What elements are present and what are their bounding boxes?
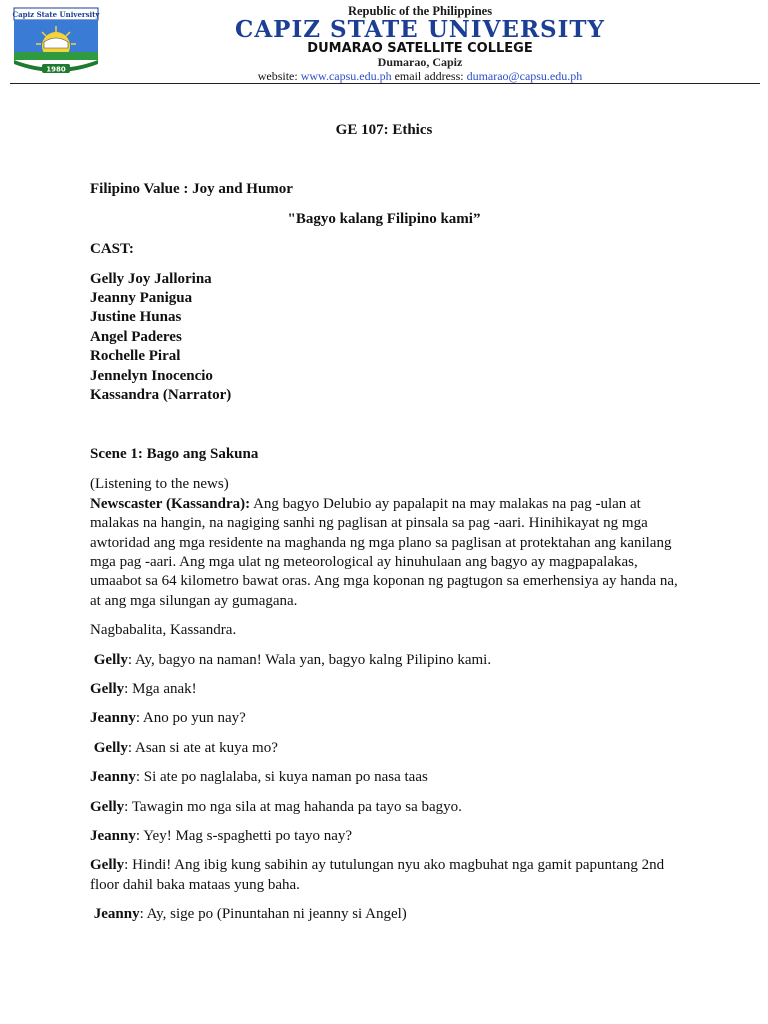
dialogue-line <box>90 739 678 758</box>
dialogue-text: Ang bagyo Delubio ay papalapit na may malakas na pag -ulan at malakas na hangin, na nagiging sanhi ng paglisan at pinsala sa pag -aari. Hinihikayat ng mga awtoridad ang mga residente na maghanda ng mga plano sa paglisan at protektahan ang kanilang mga pag -aari. Ang mga ulat ng meteorological ay hinuhulaan ang bagyo ay magpapalakas, umaabot sa 64 kilometro bawat oras. Ang mga koponan ng pagtugon sa emerhensiya ay handa na, at ang mga silungan ay gumagana. <box>90 495 678 609</box>
cast-member: Kassandra (Narrator) <box>90 387 232 404</box>
cast-member: Rochelle Piral <box>90 348 181 365</box>
university-seal-logo <box>10 6 102 78</box>
website-label: website: <box>257 69 298 83</box>
dialogue-text: : Mga anak! <box>124 681 197 698</box>
dialogue-line <box>90 856 678 895</box>
dialogue-text: : Tawagin mo nga sila at mag hahanda pa tayo sa bagyo. <box>124 798 462 815</box>
logo-year: 1980 <box>46 65 66 74</box>
university-name: CAPIZ STATE UNIVERSITY <box>235 16 605 43</box>
cast-label: CAST: <box>90 241 134 258</box>
contact-line <box>190 69 650 83</box>
cast-member: Justine Hunas <box>90 309 182 326</box>
speaker-name: Gelly <box>90 651 128 668</box>
speaker-name: Gelly <box>90 739 128 756</box>
dialogue-line <box>90 680 678 699</box>
cast-member: Angel Paderes <box>90 328 182 345</box>
dialogue-text: : Hindi! Ang ibig kung sabihin ay tutulungan nyu ako magbuhat nga gamit papuntang 2nd floor dahil baka mataas yung baha. <box>90 857 665 893</box>
speaker-name: Newscaster (Kassandra): <box>90 495 251 512</box>
speaker-name: Gelly <box>90 681 125 698</box>
header-divider <box>10 83 760 84</box>
letterhead-text <box>190 4 650 83</box>
cast-member: Jennelyn Inocencio <box>90 367 213 384</box>
letterhead <box>0 0 768 90</box>
speaker-name: Jeanny <box>90 828 136 845</box>
logo-caption: Capiz State University <box>12 10 100 19</box>
value-heading: Filipino Value : Joy and Humor <box>90 181 293 198</box>
dialogue-line <box>90 827 678 846</box>
dialogue-line <box>90 768 678 787</box>
stage-direction: (Listening to the news) <box>90 476 229 493</box>
course-title: GE 107: Ethics <box>335 122 433 138</box>
dialogue-text: : Ay, sige po (Pinuntahan ni jeanny si Angel) <box>139 906 407 923</box>
cast-list <box>90 270 678 406</box>
college-name: DUMARAO SATELLITE COLLEGE <box>307 41 533 56</box>
play-title: "Bagyo kalang Filipino kami” <box>287 211 481 228</box>
republic-line: Republic of the Philippines <box>347 4 493 18</box>
speaker-name: Jeanny <box>90 769 136 786</box>
dialogue-line <box>90 798 678 817</box>
cast-member: Gelly Joy Jallorina <box>90 270 212 287</box>
dialogue-text: : Yey! Mag s-spaghetti po tayo nay? <box>135 828 353 845</box>
document-body <box>90 121 678 925</box>
dialogue-text: : Si ate po naglalaba, si kuya naman po nasa taas <box>135 769 428 786</box>
speaker-name: Gelly <box>90 798 125 815</box>
email-link[interactable]: dumarao@capsu.edu.ph <box>466 69 583 83</box>
scene-heading: Scene 1: Bago ang Sakuna <box>90 446 259 463</box>
email-label: email address: <box>394 69 464 83</box>
speaker-name: Gelly <box>90 857 125 874</box>
dialogue-text: : Ano po yun nay? <box>135 710 246 727</box>
dialogue-text: : Asan si ate at kuya mo? <box>127 739 278 756</box>
newscaster-line <box>90 495 678 611</box>
cast-member: Jeanny Panigua <box>90 290 193 307</box>
dialogue-text: : Ay, bagyo na naman! Wala yan, bagyo kalng Pilipino kami. <box>127 651 492 668</box>
speaker-name: Jeanny <box>90 710 136 727</box>
dialogue-line <box>90 651 678 670</box>
signoff-line: Nagbabalita, Kassandra. <box>90 622 237 639</box>
college-location: Dumarao, Capiz <box>377 55 463 69</box>
dialogue-line <box>90 905 678 924</box>
website-link[interactable]: www.capsu.edu.ph <box>300 69 392 83</box>
dialogue-line <box>90 709 678 728</box>
speaker-name: Jeanny <box>90 906 140 923</box>
